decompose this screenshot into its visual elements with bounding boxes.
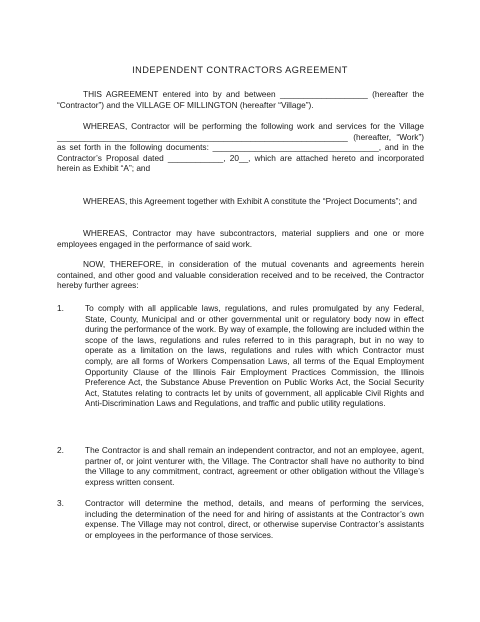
list-item-text: To comply with all applicable laws, regulations, and rules promulgated by any Federal, State, County, Municipal and or other governmental unit or regulatory body now in effect during the performance of the work. By way of example, the following are included within the scope of the laws, regulations and rules referred to in this paragraph, but in no way to operate as a limitation on the laws, regulations and rules with which Contractor must comply, are all forms of Workers Compensation Laws, all terms of the Equal Employment Opportunity Clause of the Illinois Fair Employment Practices Commission, the Illinois Preference Act, the Substance Abuse Prevention on Public Works Act, the Social Security Act, Statutes relating to contracts let by units of government, all applicable Civil Rights and Anti-Discrimination Laws and Regulations, and traffic and public utility regulations. [85, 303, 424, 409]
whereas-work-text: WHEREAS, Contractor will be performing the following work and services for the Village _______________________________________________________________ (hereafter, “Work”) as set forth in the following documents: ____________________________________, and in the Contractor’s Proposal dated ____________, 20__, which are attached hereto and incorporated herein as Exhibit “A”; and [57, 121, 424, 174]
whereas-documents-paragraph [57, 196, 424, 207]
now-therefore-text: NOW, THEREFORE, in consideration of the mutual covenants and agreements herein contained, and other good and valuable consideration received and to be received, the Contractor hereby further agrees: [57, 259, 424, 291]
list-item-text: The Contractor is and shall remain an independent contractor, and not an employee, agent, partner of, or joint venturer with, the Village. The Contractor shall have no authority to bind the Village to any commitment, contract, agreement or other obligation without the Village’s express written consent. [85, 445, 424, 487]
document-title: INDEPENDENT CONTRACTORS AGREEMENT [132, 65, 348, 75]
now-therefore-paragraph [57, 259, 424, 291]
whereas-subcontractors-paragraph [57, 228, 424, 249]
whereas-documents-text: WHEREAS, this Agreement together with Exhibit A constitute the “Project Documents”; and [83, 196, 417, 206]
opening-paragraph [57, 89, 424, 110]
whereas-work-paragraph [57, 121, 424, 174]
list-item-number: 3. [57, 498, 64, 508]
list-item-text: Contractor will determine the method, details, and means of performing the services, including the determination of the need for and hiring of assistants at the Contractor’s own expense. The Village may not control, direct, or otherwise supervise Contractor’s assistants or employees in the performance of those services. [85, 498, 424, 540]
opening-paragraph-text: THIS AGREEMENT entered into by and between ___________________ (hereafter the “Contractor”) and the VILLAGE OF MILLINGTON (hereafter “Village”). [57, 89, 424, 110]
list-item-number: 2. [57, 445, 64, 455]
list-item-number: 1. [57, 303, 64, 313]
whereas-subcontractors-text: WHEREAS, Contractor may have subcontractors, material suppliers and one or more employees engaged in the performance of said work. [57, 228, 424, 249]
